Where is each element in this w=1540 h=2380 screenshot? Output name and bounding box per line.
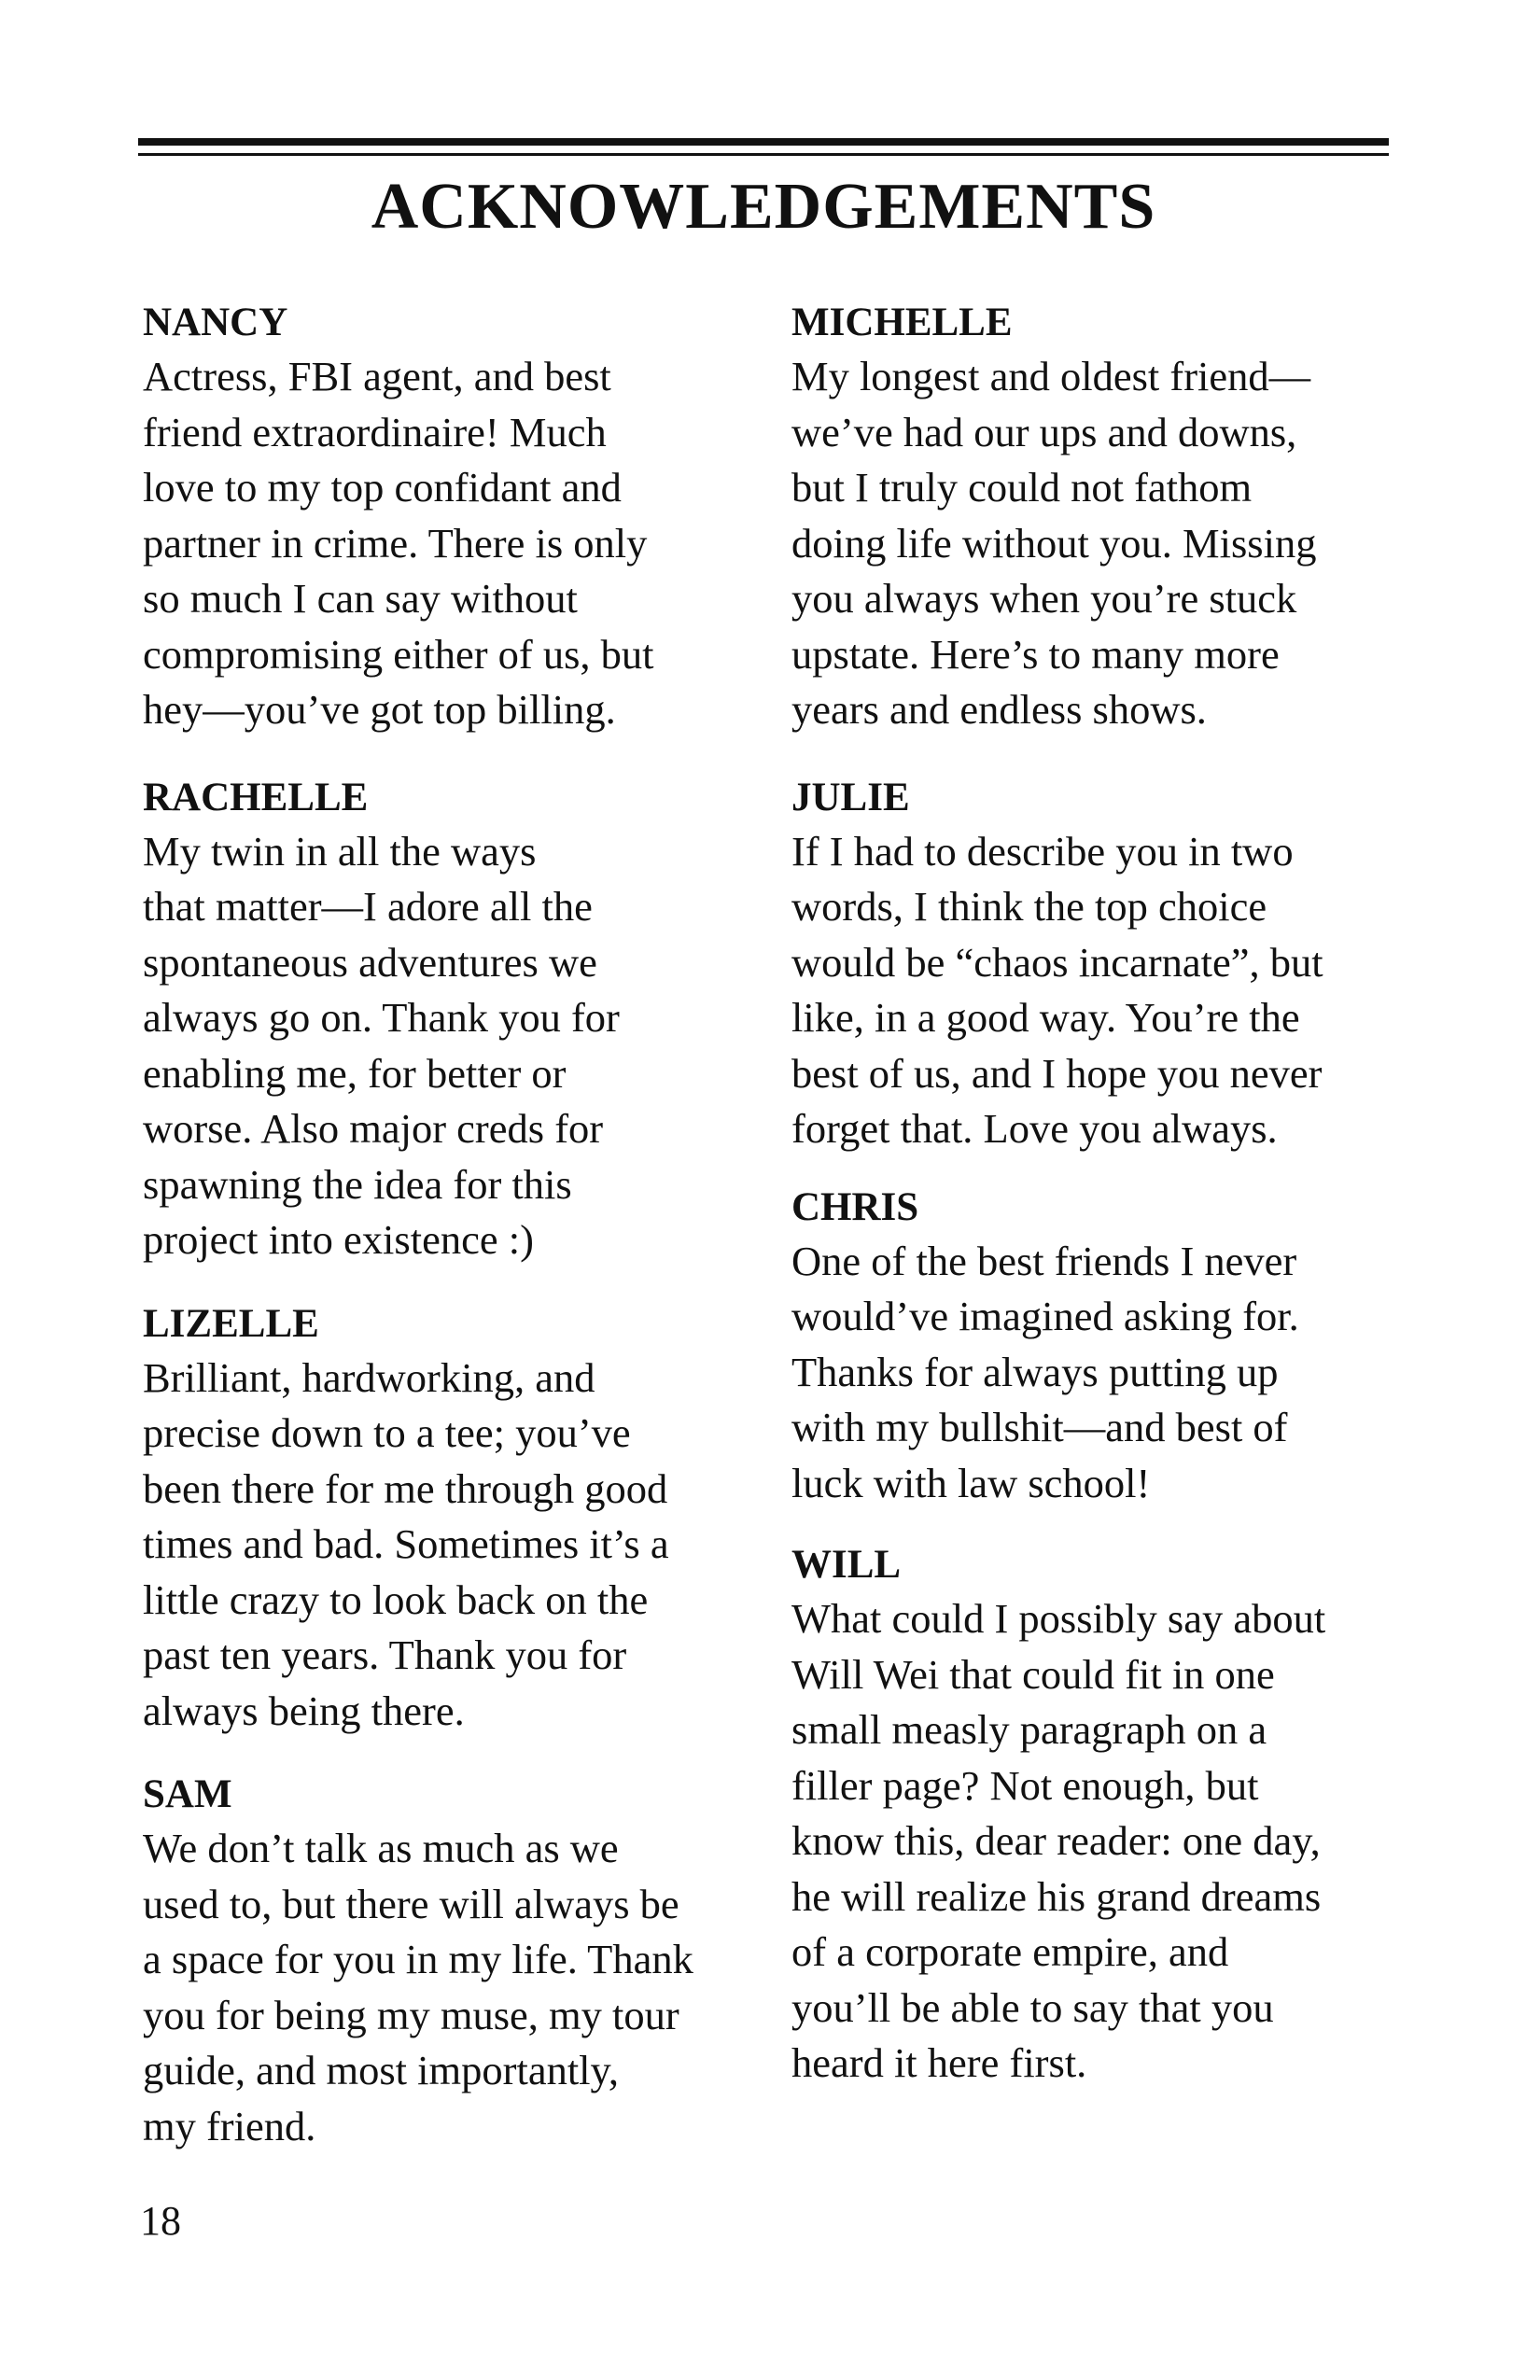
entry-text: What could I possibly say about Will Wei that could fit in one small measly paragraph on a filler page? Not enough, but know this, dear reader: one day, he will realize his grand dreams of a corporate empire, and you’ll be able to say that you heard it here first. (791, 1595, 1326, 2086)
page-title: ACKNOWLEDGEMENTS (371, 171, 1156, 243)
acknowledgement-entry (143, 772, 759, 1268)
acknowledgement-entry (791, 772, 1407, 1157)
entry-name: NANCY (143, 301, 288, 344)
right-column (791, 297, 1407, 2092)
entry-text: Actress, FBI agent, and best friend extraordinaire! Much love to my top confidant and partner in crime. There is only so much I can say without compromising either of us, but hey—you’ve got top billing. (143, 353, 654, 733)
acknowledgement-entry (143, 297, 759, 738)
entry-text: My longest and oldest friend— we’ve had our ups and downs, but I truly could not fathom doing life without you. Missing you always when you’re stuck upstate. Here’s to many more years and endless shows. (791, 353, 1317, 733)
entry-name: WILL (791, 1543, 902, 1587)
entry-text: If I had to describe you in two words, I think the top choice would be “chaos incarnate”, but like, in a good way. You’re the best of us, and I hope you never forget that. Love you always. (791, 827, 1323, 1152)
entry-text: My twin in all the ways that matter—I adore all the spontaneous adventures we always go on. Thank you for enabling me, for better or worse. Also major creds for spawning the idea for this project into existence :) (143, 827, 620, 1263)
header-rule-thick (138, 138, 1389, 146)
header-rule-thin (138, 153, 1389, 156)
entry-name: RACHELLE (143, 775, 369, 819)
entry-text: We don’t talk as much as we used to, but there will always be a space for you in my life. Thank you for being my muse, my tour guide, and most importantly, my friend. (143, 1825, 693, 2149)
entry-name: SAM (143, 1772, 232, 1816)
left-column (143, 297, 759, 2154)
acknowledgement-entry (143, 1298, 759, 1740)
page-number: 18 (140, 2198, 181, 2244)
entry-name: LIZELLE (143, 1301, 319, 1346)
acknowledgement-entry (791, 1539, 1407, 2092)
entry-text: One of the best friends I never would’ve imagined asking for. Thanks for always putting up with my bullshit—and best of luck with law school! (791, 1237, 1299, 1506)
acknowledgement-entry (791, 1182, 1407, 1512)
acknowledgement-entry (791, 297, 1407, 738)
entry-name: JULIE (791, 775, 910, 819)
entry-name: CHRIS (791, 1184, 919, 1229)
entry-text: Brilliant, hardworking, and precise down to a tee; you’ve been there for me through good times and bad. Sometimes it’s a little crazy to look back on the past ten years. Thank you for always being there. (143, 1353, 669, 1734)
acknowledgement-entry (143, 1769, 759, 2154)
entry-name: MICHELLE (791, 301, 1013, 344)
